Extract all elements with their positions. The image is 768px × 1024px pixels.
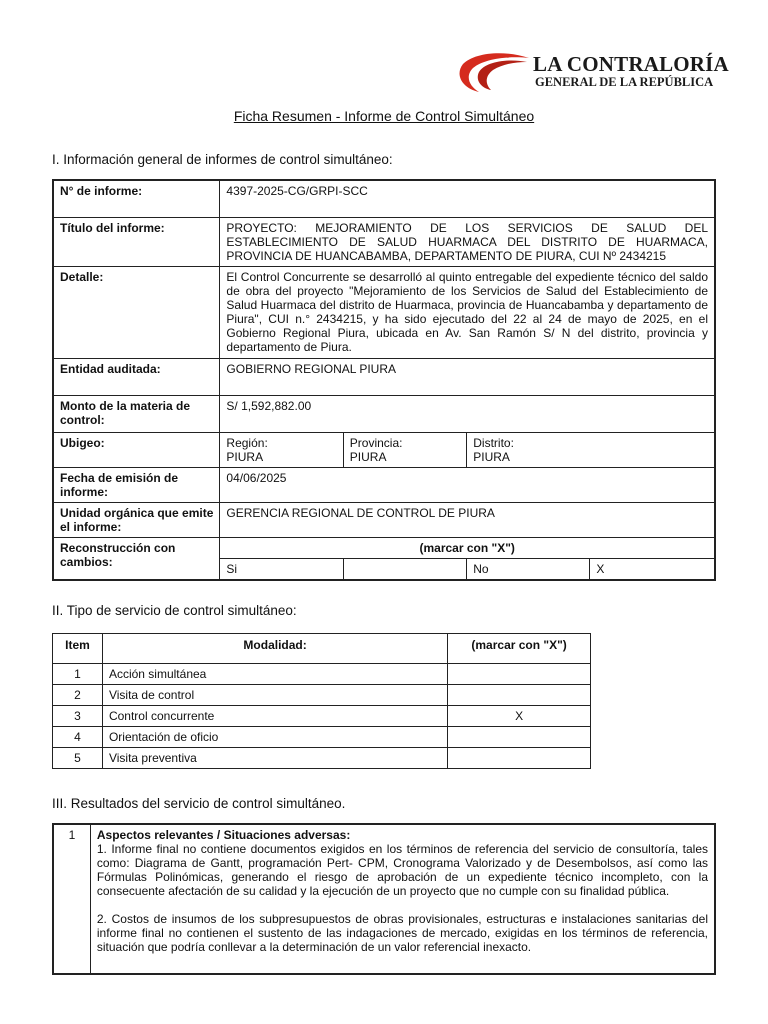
table-row bbox=[53, 217, 715, 266]
region-value: PIURA bbox=[226, 449, 264, 464]
row-item: 5 bbox=[53, 748, 103, 769]
row-modalidad: Control concurrente bbox=[102, 706, 447, 727]
general-info-table bbox=[52, 179, 716, 581]
table-row bbox=[53, 358, 715, 395]
table-row bbox=[53, 395, 715, 432]
table-row bbox=[53, 664, 591, 685]
table-row bbox=[53, 432, 715, 467]
no-label: No bbox=[467, 558, 590, 580]
service-type-table bbox=[52, 633, 591, 769]
region-cell bbox=[220, 432, 343, 467]
provincia-label: Provincia: bbox=[349, 435, 403, 450]
row-item: 4 bbox=[53, 727, 103, 748]
detalle-label: Detalle: bbox=[53, 266, 220, 358]
entidad-label: Entidad auditada: bbox=[53, 358, 220, 395]
section-1-heading: I. Información general de informes de control simultáneo: bbox=[52, 152, 393, 167]
table-row bbox=[53, 266, 715, 358]
result-content bbox=[90, 824, 715, 974]
table-row bbox=[53, 502, 715, 537]
distrito-label: Distrito: bbox=[473, 435, 514, 450]
titulo-label: Título del informe: bbox=[53, 217, 220, 266]
row-mark bbox=[448, 727, 591, 748]
col-modalidad: Modalidad: bbox=[102, 634, 447, 664]
table-row bbox=[53, 706, 591, 727]
recon-label: Reconstrucción con cambios: bbox=[53, 537, 220, 580]
recon-header: (marcar con "X") bbox=[220, 537, 715, 558]
row-mark bbox=[448, 664, 591, 685]
row-mark bbox=[448, 748, 591, 769]
contraloria-swoosh-icon bbox=[455, 48, 535, 96]
contraloria-logo bbox=[455, 48, 729, 96]
no-mark: X bbox=[590, 558, 715, 580]
distrito-cell bbox=[467, 432, 715, 467]
result-subheading: Aspectos relevantes / Situaciones adversas: bbox=[96, 828, 351, 842]
fecha-value: 04/06/2025 bbox=[220, 467, 715, 502]
informe-value: 4397-2025-CG/GRPI-SCC bbox=[220, 180, 715, 217]
row-item: 3 bbox=[53, 706, 103, 727]
region-label: Región: bbox=[226, 435, 268, 450]
row-mark: X bbox=[448, 706, 591, 727]
result-paragraph-1: 1. Informe final no contiene documentos exigidos en los términos de referencia del servicio de consultoría, tales como: Diagrama de Gantt, programación Pert- CPM, Cronograma Valorizado y de Desembolsos, así como las Fórmulas Polinómicas, generando el riesgo de aprobación de un expediente técnico incompleto, con la consecuente afectación de su calidad y la ejecución de un proyecto que no cumple con su finalidad pública. bbox=[96, 842, 708, 898]
distrito-value: PIURA bbox=[473, 449, 510, 464]
table-row bbox=[53, 180, 715, 217]
row-item: 1 bbox=[53, 664, 103, 685]
ubigeo-label: Ubigeo: bbox=[53, 432, 220, 467]
provincia-value: PIURA bbox=[349, 449, 387, 464]
row-modalidad: Visita preventiva bbox=[102, 748, 447, 769]
org-subtitle: GENERAL DE LA REPÚBLICA bbox=[535, 75, 714, 89]
titulo-value: PROYECTO: MEJORAMIENTO DE LOS SERVICIOS DE SALUD DEL ESTABLECIMIENTO DE SALUD HUARMACA DEL DISTRITO DE HUARMACA, PROVINCIA DE HUANCABAMBA, DEPARTAMENTO DE PIURA, CUI Nº 2434215 bbox=[220, 217, 715, 266]
si-mark bbox=[343, 558, 466, 580]
detalle-value: El Control Concurrente se desarrolló al quinto entregable del expediente técnico del saldo de obra del proyecto "Mejoramiento de los Servicios de Salud del Establecimiento de Salud Huarmaca del distrito de Huarmaca, provincia de Huancabamba y departamento de Piura", CUI n.° 2434215, y ha sido ejecutado del 22 al 24 de mayo de 2025, en el Gobierno Regional Piura, ubicada en Av. San Ramón S/ N del distrito, provincia y departamento de Piura. bbox=[220, 266, 715, 358]
org-name: LA CONTRALORÍA bbox=[533, 52, 729, 76]
result-paragraph-2: 2. Costos de insumos de los subpresupuestos de obras provisionales, estructuras e instalaciones sanitarias del informe final no contienen el sustento de las indagaciones de mercado, exigidas en los términos de referencia, situación que podría conllevar a la determinación de un valor referencial inexacto. bbox=[96, 912, 708, 954]
unidad-value: GERENCIA REGIONAL DE CONTROL DE PIURA bbox=[220, 502, 715, 537]
table-row bbox=[53, 748, 591, 769]
row-modalidad: Orientación de oficio bbox=[102, 727, 447, 748]
table-row bbox=[53, 824, 715, 974]
unidad-label: Unidad orgánica que emite el informe: bbox=[53, 502, 220, 537]
table-row bbox=[53, 467, 715, 502]
section-3-heading: III. Resultados del servicio de control simultáneo. bbox=[52, 796, 346, 811]
result-number: 1 bbox=[53, 824, 90, 974]
table-row bbox=[53, 685, 591, 706]
table-row bbox=[53, 537, 715, 558]
fecha-label: Fecha de emisión de informe: bbox=[53, 467, 220, 502]
page-title: Ficha Resumen - Informe de Control Simultáneo bbox=[233, 108, 535, 124]
results-table bbox=[52, 823, 716, 975]
provincia-cell bbox=[343, 432, 466, 467]
table-header-row bbox=[53, 634, 591, 664]
si-label: Si bbox=[220, 558, 343, 580]
col-marcar: (marcar con "X") bbox=[448, 634, 591, 664]
row-item: 2 bbox=[53, 685, 103, 706]
section-2-heading: II. Tipo de servicio de control simultáneo: bbox=[52, 603, 297, 618]
monto-label: Monto de la materia de control: bbox=[53, 395, 220, 432]
col-item: Item bbox=[53, 634, 103, 664]
row-modalidad: Acción simultánea bbox=[102, 664, 447, 685]
monto-value: S/ 1,592,882.00 bbox=[220, 395, 715, 432]
row-mark bbox=[448, 685, 591, 706]
row-modalidad: Visita de control bbox=[102, 685, 447, 706]
informe-label: N° de informe: bbox=[53, 180, 220, 217]
table-row bbox=[53, 727, 591, 748]
entidad-value: GOBIERNO REGIONAL PIURA bbox=[220, 358, 715, 395]
